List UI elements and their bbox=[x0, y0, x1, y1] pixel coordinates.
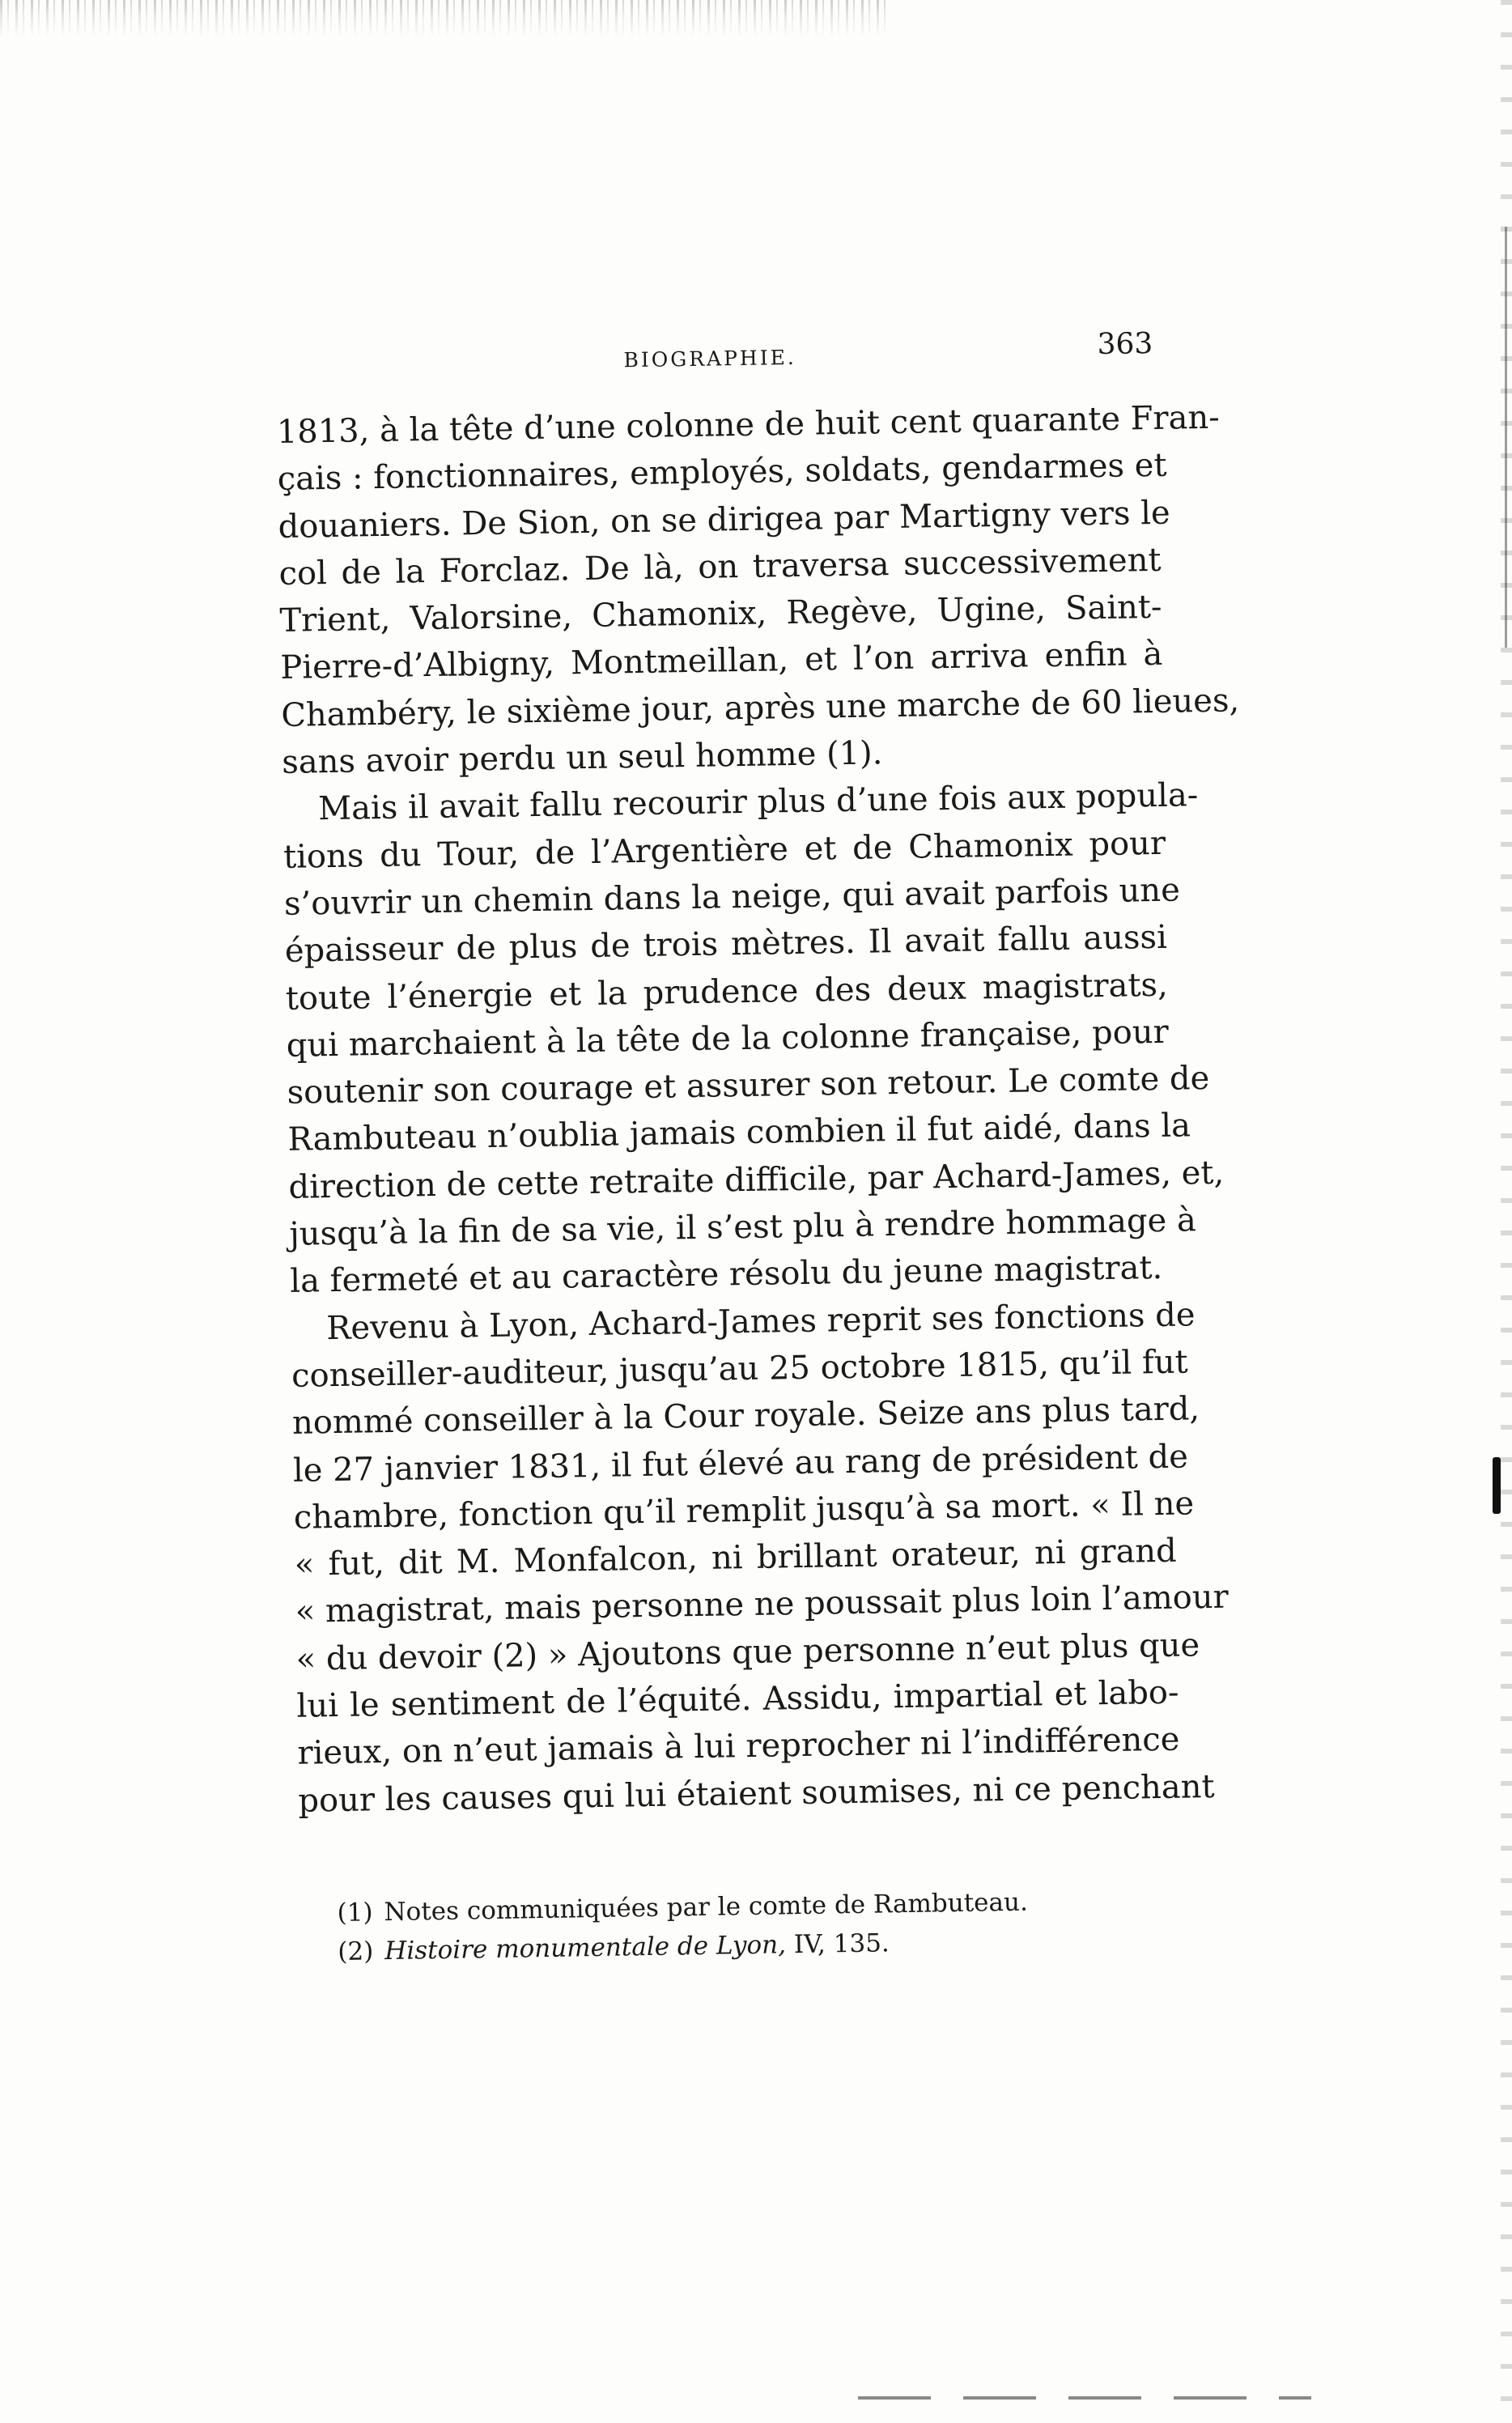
text-line: douaniers. De Sion, on se dirigea par Martigny vers le bbox=[278, 494, 1170, 546]
scan-edge-noise-bottom bbox=[858, 2396, 1311, 2400]
text-line: tions du Tour, de l’Argentière et de Chamonix pour bbox=[282, 824, 1166, 876]
text-line: « magistrat, mais personne ne poussait plus loin l’amour bbox=[295, 1579, 1230, 1631]
text-block bbox=[275, 322, 1240, 1972]
text-line: lui le sentiment de l’équité. Assidu, impartial et labo- bbox=[296, 1673, 1179, 1725]
text-line: le 27 janvier 1831, il fut élevé au rang de président de bbox=[292, 1437, 1189, 1490]
text-line: épaisseur de plus de trois mètres. Il avait fallu aussi bbox=[284, 919, 1168, 971]
footnote-number: (1) bbox=[337, 1898, 373, 1928]
footnote-text: Notes communiquées par le comte de Rambuteau. bbox=[384, 1887, 1029, 1928]
footnotes bbox=[299, 1881, 1183, 1972]
text-line: Mais il avait fallu recourir plus d’une fois aux popula- bbox=[317, 776, 1199, 828]
text-line: s’ouvrir un chemin dans la neige, qui avait parfois une bbox=[283, 871, 1181, 923]
text-line: 1813, à la tête d’une colonne de huit cent quarante Fran- bbox=[276, 398, 1221, 451]
text-line: toute l’énergie et la prudence des deux magistrats, bbox=[285, 966, 1169, 1018]
text-line: jusqu’à la fin de sa vie, il s’est plu à rendre hommage à bbox=[289, 1201, 1197, 1253]
text-line: Chambéry, le sixième jour, après une marche de 60 lieues, bbox=[281, 682, 1240, 734]
page-number: 363 bbox=[1097, 326, 1153, 362]
text-line: « du devoir (2) » Ajoutons que personne n’eut plus que bbox=[295, 1626, 1200, 1678]
text-line: Revenu à Lyon, Achard-James reprit ses fonctions de bbox=[325, 1295, 1196, 1347]
text-line: Pierre-d’Albigny, Montmeillan, et l’on arriva enfin à bbox=[280, 636, 1163, 687]
text-line: soutenir son courage et assurer son retour. Le comte de bbox=[287, 1060, 1210, 1112]
text-line: qui marchaient à la tête de la colonne française, pour bbox=[286, 1013, 1169, 1065]
text-line: la fermeté et au caractère résolu du jeune magistrat. bbox=[289, 1249, 1163, 1301]
footnote-title: Histoire monumentale de Lyon, bbox=[384, 1930, 787, 1966]
running-head bbox=[275, 322, 1158, 409]
text-line: nommé conseiller à la Cour royale. Seize ans plus tard, bbox=[291, 1390, 1200, 1443]
running-title: BIOGRAPHIE. bbox=[623, 345, 797, 372]
text-line: chambre, fonction qu’il remplit jusqu’à sa mort. « Il ne bbox=[293, 1485, 1195, 1537]
scan-edge-noise-top bbox=[0, 0, 890, 37]
body-text bbox=[276, 395, 1240, 1825]
text-line: Rambuteau n’oublia jamais combien il fut aidé, dans la bbox=[287, 1107, 1191, 1159]
footnote-reference: IV, 135. bbox=[785, 1928, 890, 1960]
scan-edge-line bbox=[1505, 227, 1507, 648]
text-line: rieux, on n’eut jamais à lui reprocher ni l’indifférence bbox=[297, 1720, 1180, 1773]
text-line: col de la Forclaz. De là, on traversa successivement bbox=[278, 541, 1162, 593]
scan-edge-mark bbox=[1493, 1457, 1501, 1514]
text-line: Trient, Valorsine, Chamonix, Regève, Ugine, Saint- bbox=[279, 589, 1162, 640]
text-line: sans avoir perdu un seul homme (1). bbox=[281, 734, 883, 782]
text-line: « fut, dit M. Monfalcon, ni brillant orateur, ni grand bbox=[294, 1532, 1178, 1583]
text-line: conseiller-auditeur, jusqu’au 25 octobre 1815, qu’il fut bbox=[291, 1343, 1188, 1395]
text-line: pour les causes qui lui étaient soumises, ni ce penchant bbox=[298, 1767, 1215, 1820]
text-line: direction de cette retraite difficile, par Achard-James, et, bbox=[288, 1154, 1225, 1206]
footnote-number: (2) bbox=[338, 1936, 374, 1966]
text-line: çais : fonctionnaires, employés, soldats, gendarmes et bbox=[277, 447, 1167, 499]
